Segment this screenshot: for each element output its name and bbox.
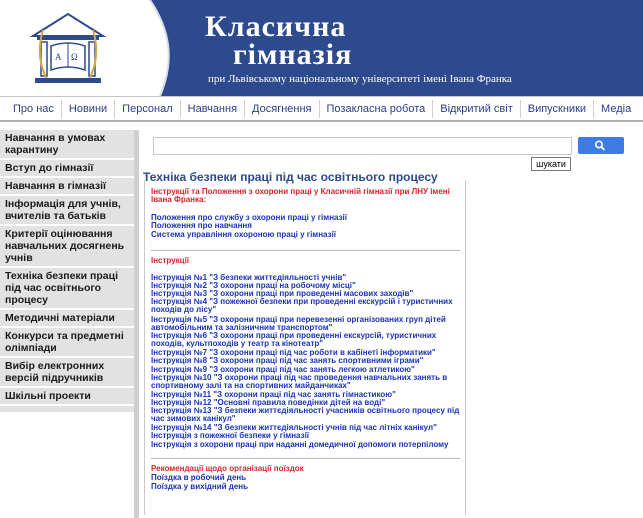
sidebar-item-assessment-criteria[interactable]: Критерії оцінювання навчальних досягнень учнів [0, 226, 134, 268]
instruction-link[interactable]: Інструкція №10 "З охорони праці під час проведення навчальних занять в спортивному залі та на спортивних майданчиках" [151, 373, 448, 391]
svg-text:Ω: Ω [71, 52, 78, 62]
sidebar-item-e-textbooks[interactable]: Вибір електронних версій підручників [0, 358, 134, 388]
instruction-link[interactable]: Інструкція №12 "Основні правила поведінки дітей на воді" [151, 398, 386, 407]
instruction-link[interactable]: Інструкція №1 "З безпеки життєдіяльності учнів" [151, 273, 347, 282]
nav-about[interactable]: Про нас [6, 100, 62, 118]
main-navigation [0, 96, 643, 122]
trip-link[interactable]: Поїздка в робочий день [151, 473, 247, 482]
intro-text: Інструкції та Положення з охорони праці у Класичній гімназії при ЛНУ імені Івана Франка: [151, 187, 450, 205]
site-title-line1: Класична [205, 10, 347, 43]
instruction-link[interactable]: Інструкція №2 "З охорони праці на робочому місці" [151, 281, 356, 290]
section-divider [151, 250, 460, 251]
trip-link[interactable]: Поїздка у вихідний день [151, 482, 249, 491]
sidebar-divider [134, 130, 139, 518]
instruction-link[interactable]: Інструкція №5 "З охорони праці при перевезенні організованих груп дітей автомобільним та залізничним транспортом" [151, 315, 446, 333]
instruction-link[interactable]: Інструкція №11 "З охорони праці під час занять гімнастикою" [151, 390, 396, 399]
instruction-link[interactable]: Інструкція №14 "З безпеки життєдіяльності учнів під час літніх канікул" [151, 423, 437, 432]
nav-education[interactable]: Навчання [181, 100, 245, 118]
position-link[interactable]: Положення про службу з охорони праці у гімназії [151, 213, 348, 222]
nav-news[interactable]: Новини [62, 100, 115, 118]
search-input[interactable] [153, 137, 572, 155]
site-title-line2: гімназія [233, 38, 353, 71]
instruction-link[interactable]: Інструкція з пожежної безпеки у гімназії [151, 431, 310, 440]
sidebar-item-methodical-materials[interactable]: Методичні матеріали [0, 310, 134, 328]
sidebar-item-admission[interactable]: Вступ до гімназії [0, 160, 134, 178]
position-link[interactable]: Система управління охороною праці у гімназії [151, 230, 337, 239]
nav-open-world[interactable]: Відкритий світ [433, 100, 520, 118]
nav-alumni[interactable]: Випускники [521, 100, 594, 118]
search-icon [578, 137, 624, 154]
gymnasium-logo[interactable] [25, 6, 111, 92]
nav-media[interactable]: Медіа [601, 102, 632, 115]
search-button[interactable] [578, 137, 624, 154]
instruction-link[interactable]: Інструкція №6 "З охорони праці при проведенні екскурсій, туристичних походів, культпоходів у театр та кінотеатр" [151, 331, 437, 349]
instruction-link[interactable]: Інструкція з охорони праці при наданні домедичної допомоги потерпілому [151, 440, 449, 449]
instruction-link[interactable]: Інструкція №7 "З охорони праці під час роботи в кабінеті інформатики" [151, 348, 436, 357]
position-link[interactable]: Положення про навчання [151, 221, 252, 230]
instruction-link[interactable]: Інструкція №13 "З безпеки життєдіяльності учасників освітнього процесу під час зимових канікул" [151, 406, 460, 424]
sidebar-item-information[interactable]: Інформація для учнів, вчителів та батьків [0, 196, 134, 226]
sidebar-item-quarantine-learning[interactable]: Навчання в умовах карантину [0, 130, 134, 160]
site-subtitle: при Львівському національному університеті імені Івана Франка [208, 73, 512, 85]
instruction-link[interactable]: Інструкція №9 "З охорони праці під час занять легкою атлетикою" [151, 365, 415, 374]
nav-staff[interactable]: Персонал [115, 100, 181, 118]
instruction-link[interactable]: Інструкція №8 "З охорони праці під час занять спортивними іграми" [151, 356, 424, 365]
sidebar-item-olympiads[interactable]: Конкурси та предметні олімпіади [0, 328, 134, 358]
sidebar-menu [0, 130, 134, 412]
search-tooltip: шукати [531, 157, 571, 171]
instruction-link[interactable]: Інструкція №3 "З охорони праці при проведенні масових заходів" [151, 289, 414, 298]
sidebar-item-school-projects[interactable]: Шкільні проекти [0, 388, 134, 406]
section-divider [151, 458, 460, 459]
nav-extracurricular[interactable]: Позакласна робота [320, 100, 434, 118]
recommendations-heading[interactable]: Рекомендації щодо організації поїздок [151, 464, 304, 473]
sidebar-item-learning[interactable]: Навчання в гімназії [0, 178, 134, 196]
page-title: Техніка безпеки праці під час освітнього процесу [143, 170, 438, 184]
instructions-heading: Інструкції [151, 256, 190, 265]
instruction-link[interactable]: Інструкція №4 "З пожежної безпеки при проведенні екскурсій і туристичних походів до лісу" [151, 297, 453, 315]
svg-text:A: A [55, 52, 62, 62]
nav-achievements[interactable]: Досягнення [245, 100, 319, 118]
sidebar-item-safety[interactable]: Техніка безпеки праці під час освітнього процесу [0, 268, 134, 310]
site-header [0, 0, 643, 96]
